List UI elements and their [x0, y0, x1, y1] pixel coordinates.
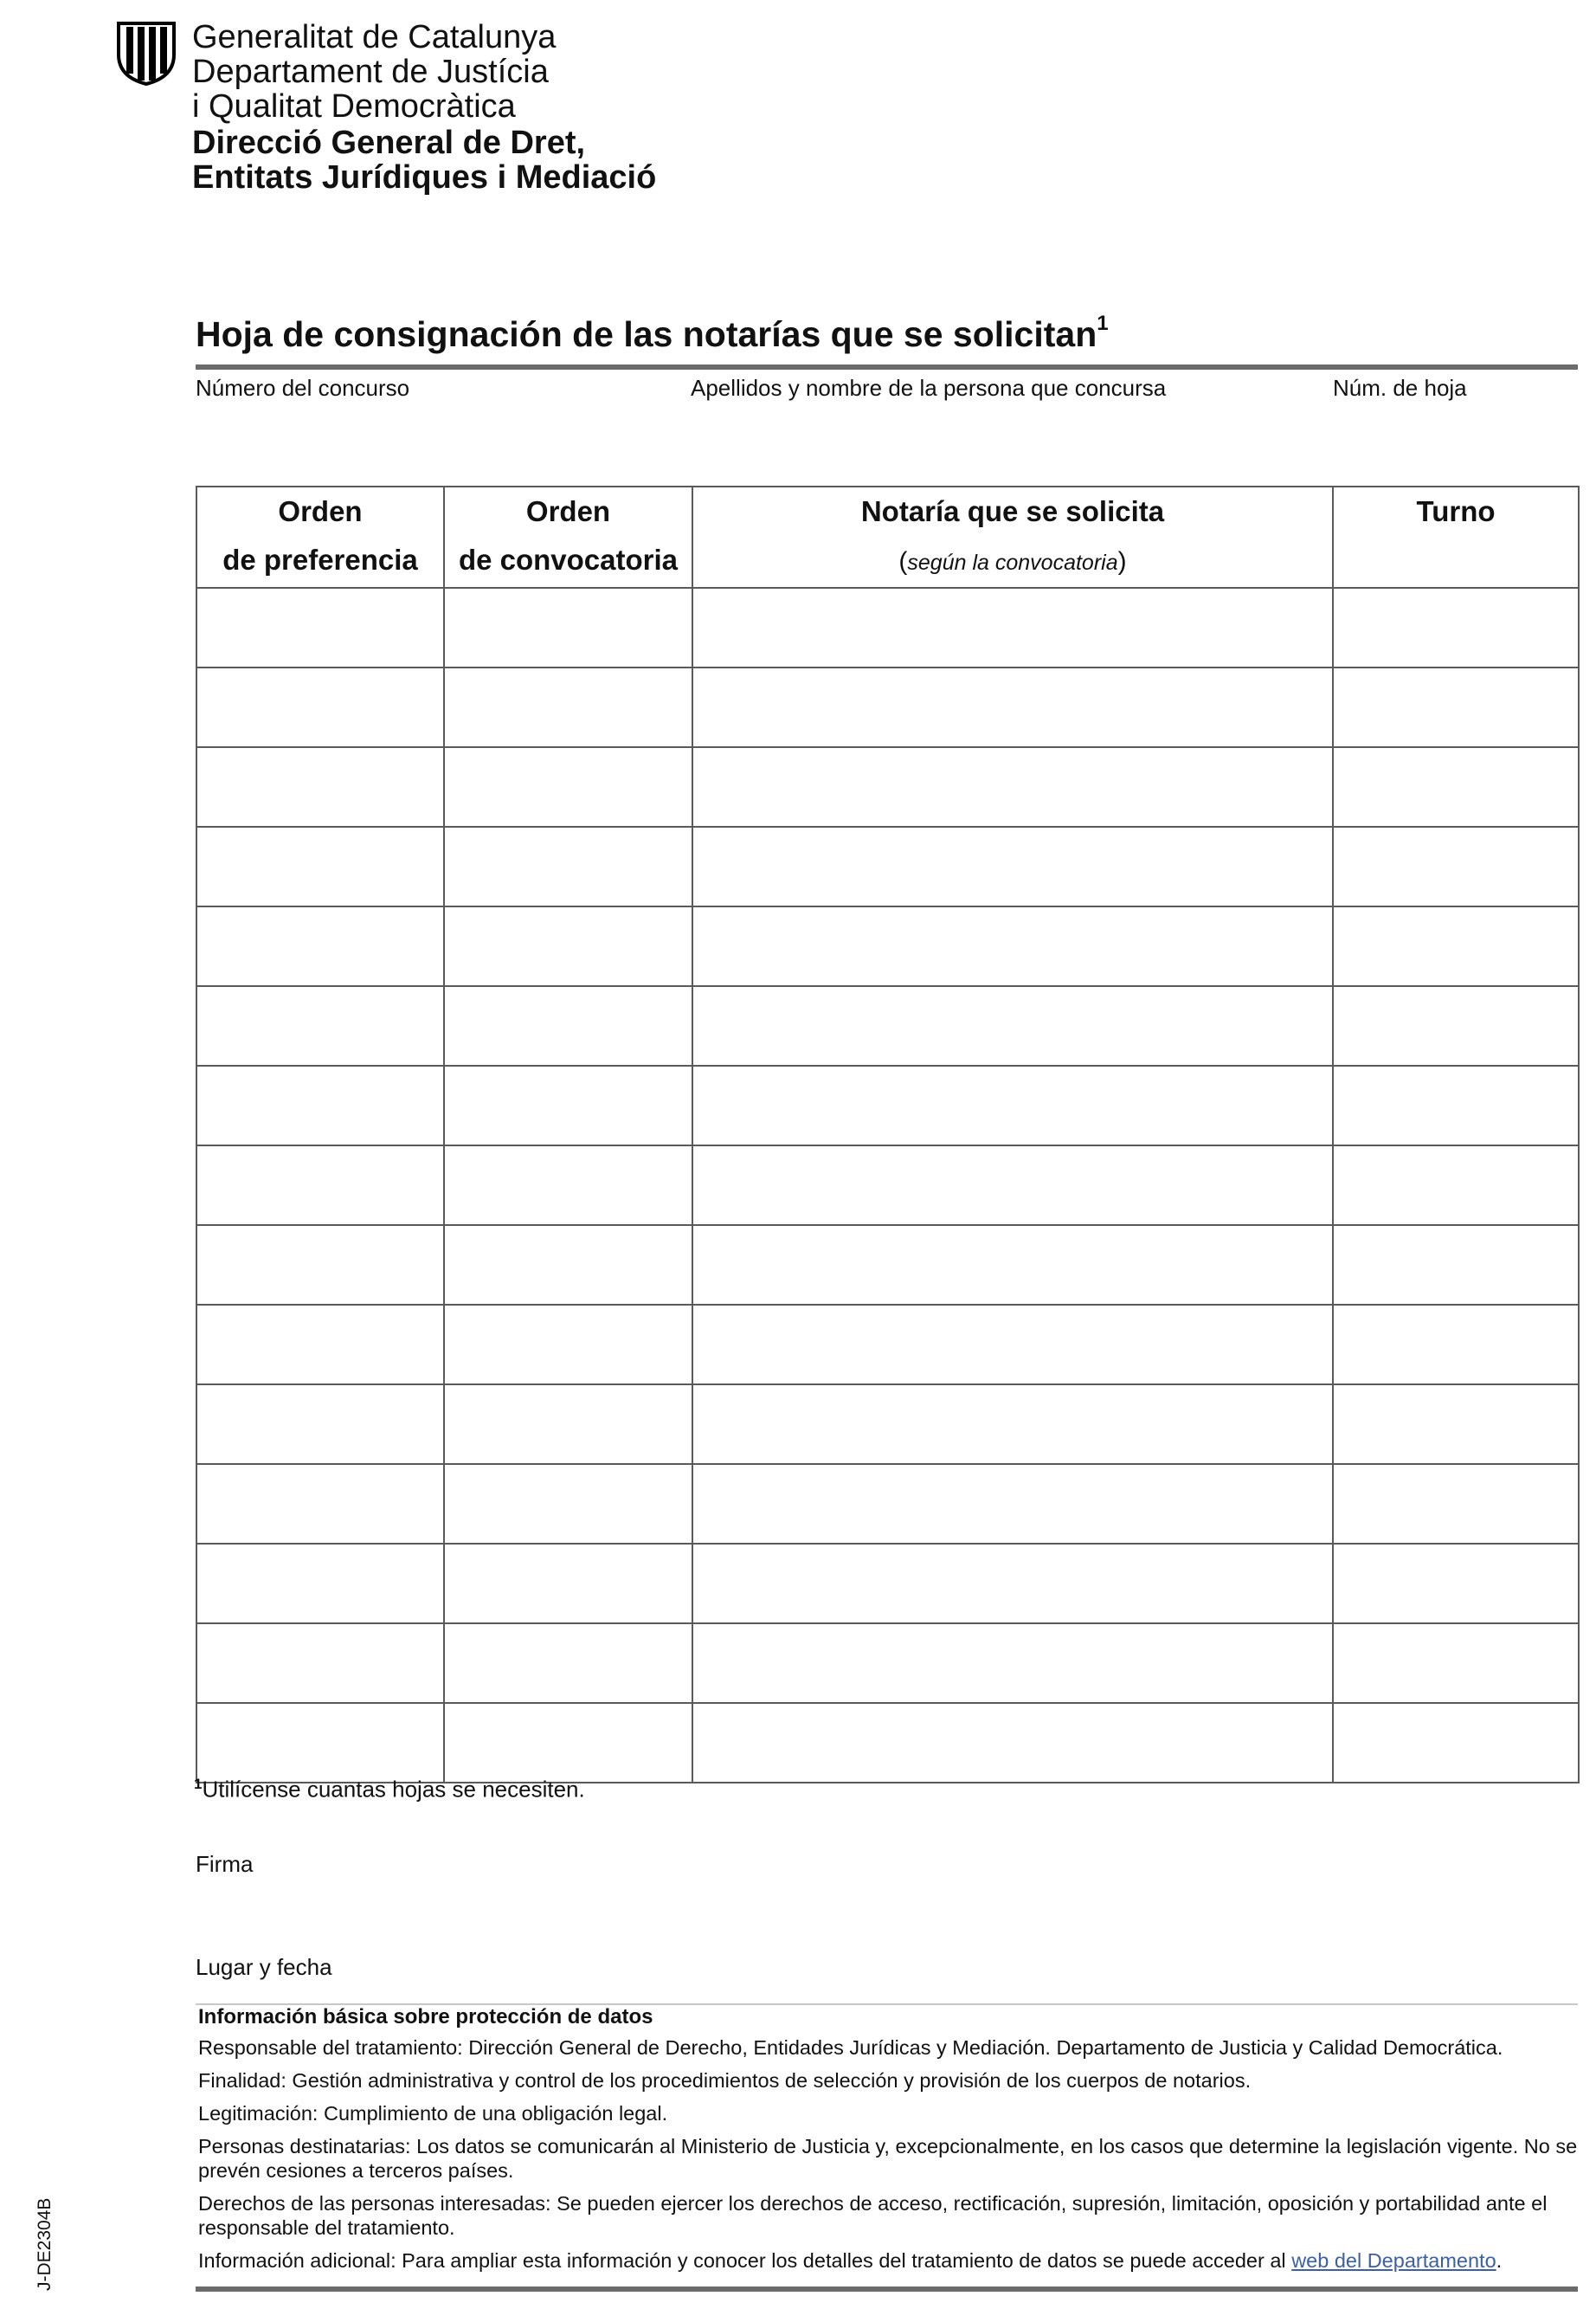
paren-open: ( [898, 547, 908, 576]
cell-turn[interactable] [1333, 1145, 1579, 1225]
cell-notary[interactable] [692, 668, 1333, 747]
header-notary-requested [692, 487, 1333, 588]
cell-turn[interactable] [1333, 1703, 1579, 1783]
header-department-cont: i Qualitat Democràtica [192, 88, 516, 125]
table-row [196, 1225, 1579, 1305]
header-department: Departament de Justícia [192, 54, 549, 90]
cell-call-order[interactable] [444, 1384, 692, 1464]
header-notary-requested-l1: Notaría que se solicita [860, 495, 1165, 527]
header-notary-requested-l2: según la convocatoria [907, 551, 1118, 575]
cell-preference-order[interactable] [196, 1623, 444, 1703]
privacy-responsible: Responsable del tratamiento: Dirección General de Derecho, Entidades Jurídicas y Mediación. Departamento de Justicia y Calidad Democrática. [198, 2036, 1503, 2059]
cell-preference-order[interactable] [196, 588, 444, 668]
cell-call-order[interactable] [444, 986, 692, 1066]
cell-notary[interactable] [692, 1384, 1333, 1464]
title-footnote-marker: 1 [1097, 312, 1109, 336]
cell-preference-order[interactable] [196, 1225, 444, 1305]
paren-close: ) [1117, 547, 1127, 576]
table-row [196, 1623, 1579, 1703]
table-header-row [196, 487, 1579, 588]
privacy-additional-period: . [1496, 2249, 1503, 2272]
privacy-recipients: Personas destinatarias: Los datos se comunicarán al Ministerio de Justicia y, excepcionalmente, en los casos que determine la legislación vigente. No se prevén cesiones a terceros países. [198, 2135, 1578, 2182]
footnote-marker: 1 [194, 1776, 203, 1792]
footnote [194, 1776, 585, 1803]
cell-call-order[interactable] [444, 588, 692, 668]
cell-notary[interactable] [692, 1623, 1333, 1703]
cell-call-order[interactable] [444, 747, 692, 827]
table-row [196, 1384, 1579, 1464]
cell-preference-order[interactable] [196, 1384, 444, 1464]
cell-preference-order[interactable] [196, 747, 444, 827]
cell-call-order[interactable] [444, 1623, 692, 1703]
cell-call-order[interactable] [444, 668, 692, 747]
privacy-purpose: Finalidad: Gestión administrativa y control de los procedimientos de selección y provisión de los cuerpos de notarios. [198, 2069, 1252, 2092]
cell-preference-order[interactable] [196, 1464, 444, 1544]
field-sheet-number[interactable]: Núm. de hoja [1333, 375, 1467, 401]
cell-call-order[interactable] [444, 1305, 692, 1384]
document-code [35, 2178, 59, 2291]
cell-turn[interactable] [1333, 1544, 1579, 1623]
table-row [196, 588, 1579, 668]
footnote-text: Utilícense cuantas hojas se necesiten. [202, 1776, 585, 1803]
header-call-order-l1: Orden [525, 495, 611, 527]
cell-notary[interactable] [692, 827, 1333, 906]
table-row [196, 986, 1579, 1066]
cell-turn[interactable] [1333, 747, 1579, 827]
cell-call-order[interactable] [444, 1464, 692, 1544]
cell-turn[interactable] [1333, 1623, 1579, 1703]
cell-preference-order[interactable] [196, 827, 444, 906]
header-turn [1333, 487, 1579, 588]
bottom-divider [196, 2286, 1578, 2292]
privacy-additional [198, 2248, 1579, 2273]
cell-turn[interactable] [1333, 827, 1579, 906]
cell-call-order[interactable] [444, 1145, 692, 1225]
privacy-title: Información básica sobre protección de datos [198, 2005, 653, 2028]
field-applicant-name[interactable]: Apellidos y nombre de la persona que concursa [691, 375, 1167, 401]
cell-turn[interactable] [1333, 1066, 1579, 1145]
cell-turn[interactable] [1333, 1384, 1579, 1464]
cell-call-order[interactable] [444, 1544, 692, 1623]
header-preference-order-l1: Orden [278, 495, 363, 527]
table-row [196, 1703, 1579, 1783]
signature-field[interactable]: Firma [196, 1851, 254, 1877]
cell-notary[interactable] [692, 906, 1333, 986]
cell-call-order[interactable] [444, 1066, 692, 1145]
header-generalitat: Generalitat de Catalunya [192, 19, 557, 55]
table-row [196, 1066, 1579, 1145]
table-row [196, 1544, 1579, 1623]
table-row [196, 1305, 1579, 1384]
place-date-field[interactable]: Lugar y fecha [196, 1954, 332, 1980]
cell-turn[interactable] [1333, 1305, 1579, 1384]
cell-notary[interactable] [692, 747, 1333, 827]
cell-turn[interactable] [1333, 906, 1579, 986]
cell-preference-order[interactable] [196, 1145, 444, 1225]
header-call-order-l2: de convocatoria [458, 544, 679, 576]
cell-turn[interactable] [1333, 1225, 1579, 1305]
cell-call-order[interactable] [444, 827, 692, 906]
cell-notary[interactable] [692, 986, 1333, 1066]
document-code-text: J-DE2304B [35, 2197, 55, 2291]
cell-notary[interactable] [692, 1544, 1333, 1623]
table-row [196, 668, 1579, 747]
privacy-additional-text: Información adicional: Para ampliar esta información y conocer los detalles del tratamiento de datos se puede acceder al [198, 2249, 1286, 2272]
cell-preference-order[interactable] [196, 1703, 444, 1783]
table-row [196, 906, 1579, 986]
table-row [196, 1145, 1579, 1225]
cell-notary[interactable] [692, 1464, 1333, 1544]
header-call-order [444, 487, 692, 588]
header-preference-order [196, 487, 444, 588]
title-divider [196, 364, 1578, 370]
cell-call-order[interactable] [444, 906, 692, 986]
form-title-text: Hoja de consignación de las notarías que se solicitan [196, 314, 1097, 354]
cell-notary[interactable] [692, 1305, 1333, 1384]
table-row [196, 1464, 1579, 1544]
notary-request-table [196, 486, 1580, 1783]
table-row [196, 827, 1579, 906]
header-turn-label: Turno [1416, 495, 1496, 527]
header-directorate: Direcció General de Dret, [192, 125, 586, 161]
cell-notary[interactable] [692, 1066, 1333, 1145]
cell-turn[interactable] [1333, 668, 1579, 747]
cell-notary[interactable] [692, 588, 1333, 668]
header-preference-order-l2: de preferencia [222, 544, 418, 576]
cell-turn[interactable] [1333, 986, 1579, 1066]
cell-turn[interactable] [1333, 588, 1579, 668]
cell-notary[interactable] [692, 1703, 1333, 1783]
form-title [196, 314, 1109, 355]
table-row [196, 747, 1579, 827]
cell-notary[interactable] [692, 1145, 1333, 1225]
cell-call-order[interactable] [444, 1225, 692, 1305]
cell-call-order[interactable] [444, 1703, 692, 1783]
department-web-link[interactable]: web del Departamento [1291, 2249, 1496, 2272]
cell-preference-order[interactable] [196, 1544, 444, 1623]
privacy-legitimation: Legitimación: Cumplimiento de una obligación legal. [198, 2102, 668, 2125]
privacy-rights: Derechos de las personas interesadas: Se pueden ejercer los derechos de acceso, rectificación, supresión, limitación, oposición y portabilidad ante el responsable del tratamiento. [198, 2192, 1548, 2239]
cell-preference-order[interactable] [196, 906, 444, 986]
cell-preference-order[interactable] [196, 1305, 444, 1384]
cell-preference-order[interactable] [196, 668, 444, 747]
cell-preference-order[interactable] [196, 986, 444, 1066]
generalitat-logo-icon [115, 20, 177, 86]
header-directorate-cont: Entitats Jurídiques i Mediació [192, 159, 657, 196]
cell-preference-order[interactable] [196, 1066, 444, 1145]
cell-notary[interactable] [692, 1225, 1333, 1305]
field-contest-number[interactable]: Número del concurso [196, 375, 410, 401]
cell-turn[interactable] [1333, 1464, 1579, 1544]
